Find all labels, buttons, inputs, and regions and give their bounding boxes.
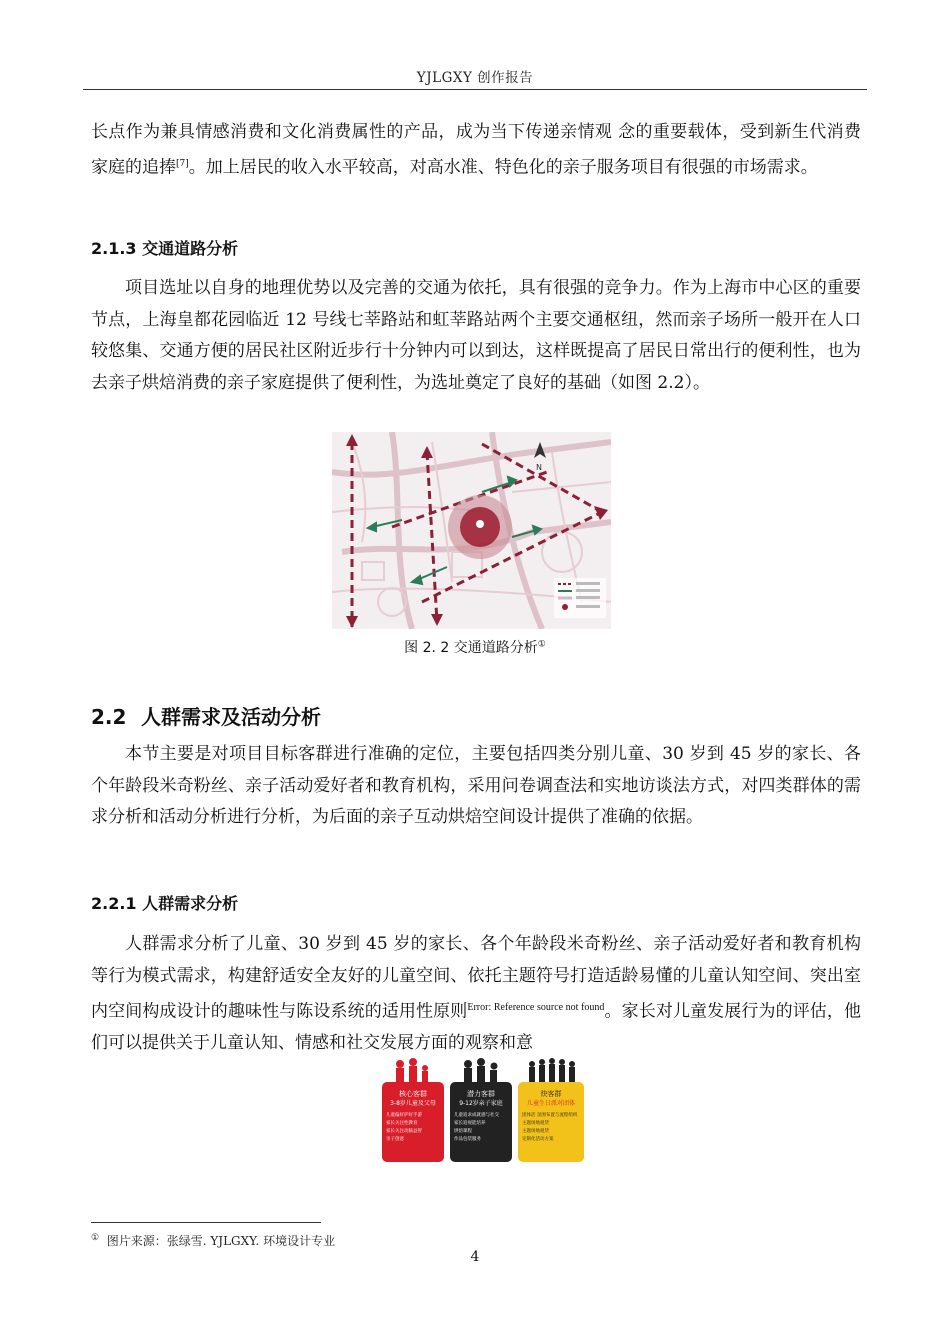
footnote-rule — [91, 1222, 321, 1223]
footnote-mark[interactable]: ① — [537, 639, 546, 650]
paragraph-4-text-b: 。家长对儿童发展行为的评估，他们可以提供关于儿童认知、情感和社交发展方面的观察和意 — [91, 1001, 862, 1054]
traffic-map — [332, 432, 611, 629]
paragraph-3: 本节主要是对项目目标客群进行准确的定位，主要包括四类分别儿童、30 岁到 45 岁的家长、各个年龄段米奇粉丝、亲子活动爱好者和教育机构，采用问卷调查法和实地访谈法方式，对四类群体的需求分析和活动分析进行分析，为后面的亲子互动烘焙空间设计提供了准确的依据。 — [91, 744, 861, 827]
footnote — [91, 1232, 335, 1249]
footnote-mark: ① — [91, 1233, 100, 1243]
card-2-item: 家长追视能培养 — [454, 1121, 486, 1126]
card-2-item: 烘焙课程 — [454, 1129, 472, 1134]
customer-groups-infographic — [380, 1056, 586, 1164]
section-2-1-3-heading: 2.1.3 交通道路分析 — [91, 239, 239, 258]
card-2-item: 作品包装服务 — [454, 1137, 481, 1142]
map-legend — [554, 578, 606, 618]
card-2-item: 儿童追求成就感与社交 — [454, 1113, 499, 1118]
paragraph-1 — [91, 117, 861, 184]
paragraph-1-text-b: 。加上居民的收入水平较高，对高水准、特色化的亲子服务项目有很强的市场需求。 — [188, 157, 818, 178]
card-1-item: 家长关注性教育 — [386, 1121, 418, 1126]
section-2-2-heading — [91, 701, 321, 730]
card-3-subtitle: 儿童生日派对团体 — [526, 1100, 576, 1107]
card-2-subtitle: 9-12岁亲子家庭 — [459, 1100, 503, 1107]
card-potential-group — [450, 1058, 512, 1162]
citation-7[interactable]: [7] — [176, 158, 189, 169]
card-2-title: 潜力客群 — [467, 1090, 495, 1098]
compass-north: N — [536, 463, 542, 472]
card-3-item: 主题场地租赁 — [522, 1121, 549, 1126]
card-1-subtitle: 3-8岁儿童及父母 — [390, 1100, 436, 1107]
page-number: 4 — [470, 1249, 480, 1265]
section-number: 2.2 — [91, 705, 127, 729]
card-3-title: 炔客群 — [540, 1090, 562, 1098]
section-2-2-1-heading: 2.2.1 人群需求分析 — [91, 894, 239, 913]
broken-reference: Error: Reference source not found — [467, 1002, 605, 1013]
card-party-group — [518, 1058, 584, 1162]
paragraph-1-text-a: 长点作为兼具情感消费和文化消费属性的产品，成为当下传递亲情观 念的重要载体，受到新生代消费家庭的追捧 — [91, 122, 861, 178]
traffic-map-figure — [332, 432, 611, 629]
footnote-text: 图片来源：张绿雪. YJLGXY. 环境设计专业 — [106, 1234, 336, 1248]
card-1-title: 核心客群 — [399, 1090, 427, 1098]
caption-text: 图 2. 2 交通道路分析 — [404, 640, 538, 656]
header-rule — [83, 89, 867, 90]
card-1-item: 家长关注动脑益智 — [386, 1129, 422, 1134]
page-header: YJLGXY 创作报告 — [416, 70, 534, 86]
figure-2-2-caption — [300, 637, 650, 657]
card-core-group — [382, 1058, 444, 1162]
card-1-item: 儿童偏好护好手游 — [386, 1113, 422, 1118]
card-3-item: 团体活 氛围布置与流程组织 — [522, 1113, 578, 1118]
section-title: 人群需求及活动分析 — [141, 705, 321, 729]
card-3-item: 定制化活动方案 — [522, 1137, 554, 1142]
paragraph-2: 项目选址以自身的地理优势以及完善的交通为依托，具有很强的竞争力。作为上海市中心区的重要节点，上海皇都花园临近 12 号线七莘路站和虹莘路站两个主要交通枢纽，然而亲子场所一般开在人口较悠集、交通方便的居民社区附近步行十分钟内可以到达，这样既提高了居民日常出行的便利性，也为去亲子烘焙消费的亲子家庭提供了便利性，为选址奠定了良好的基础（如图 2.2）。 — [91, 278, 861, 393]
customer-groups-figure — [380, 1056, 586, 1164]
card-3-item: 主题场地租赁 — [522, 1129, 549, 1134]
paragraph-4-text-a: 人群需求分析了儿童、30 岁到 45 岁的家长、各个年龄段米奇粉丝、亲子活动爱好者和教育机构等行为模式需求，构建舒适安全友好的儿童空间、依托主题符号打造适龄易懂的儿童认知空间、突出室内空间构成设计的趣味性与陈设系统的适用性原则 — [91, 934, 861, 1022]
paragraph-4 — [91, 929, 861, 1060]
card-1-item: 亲子创意 — [386, 1137, 404, 1142]
